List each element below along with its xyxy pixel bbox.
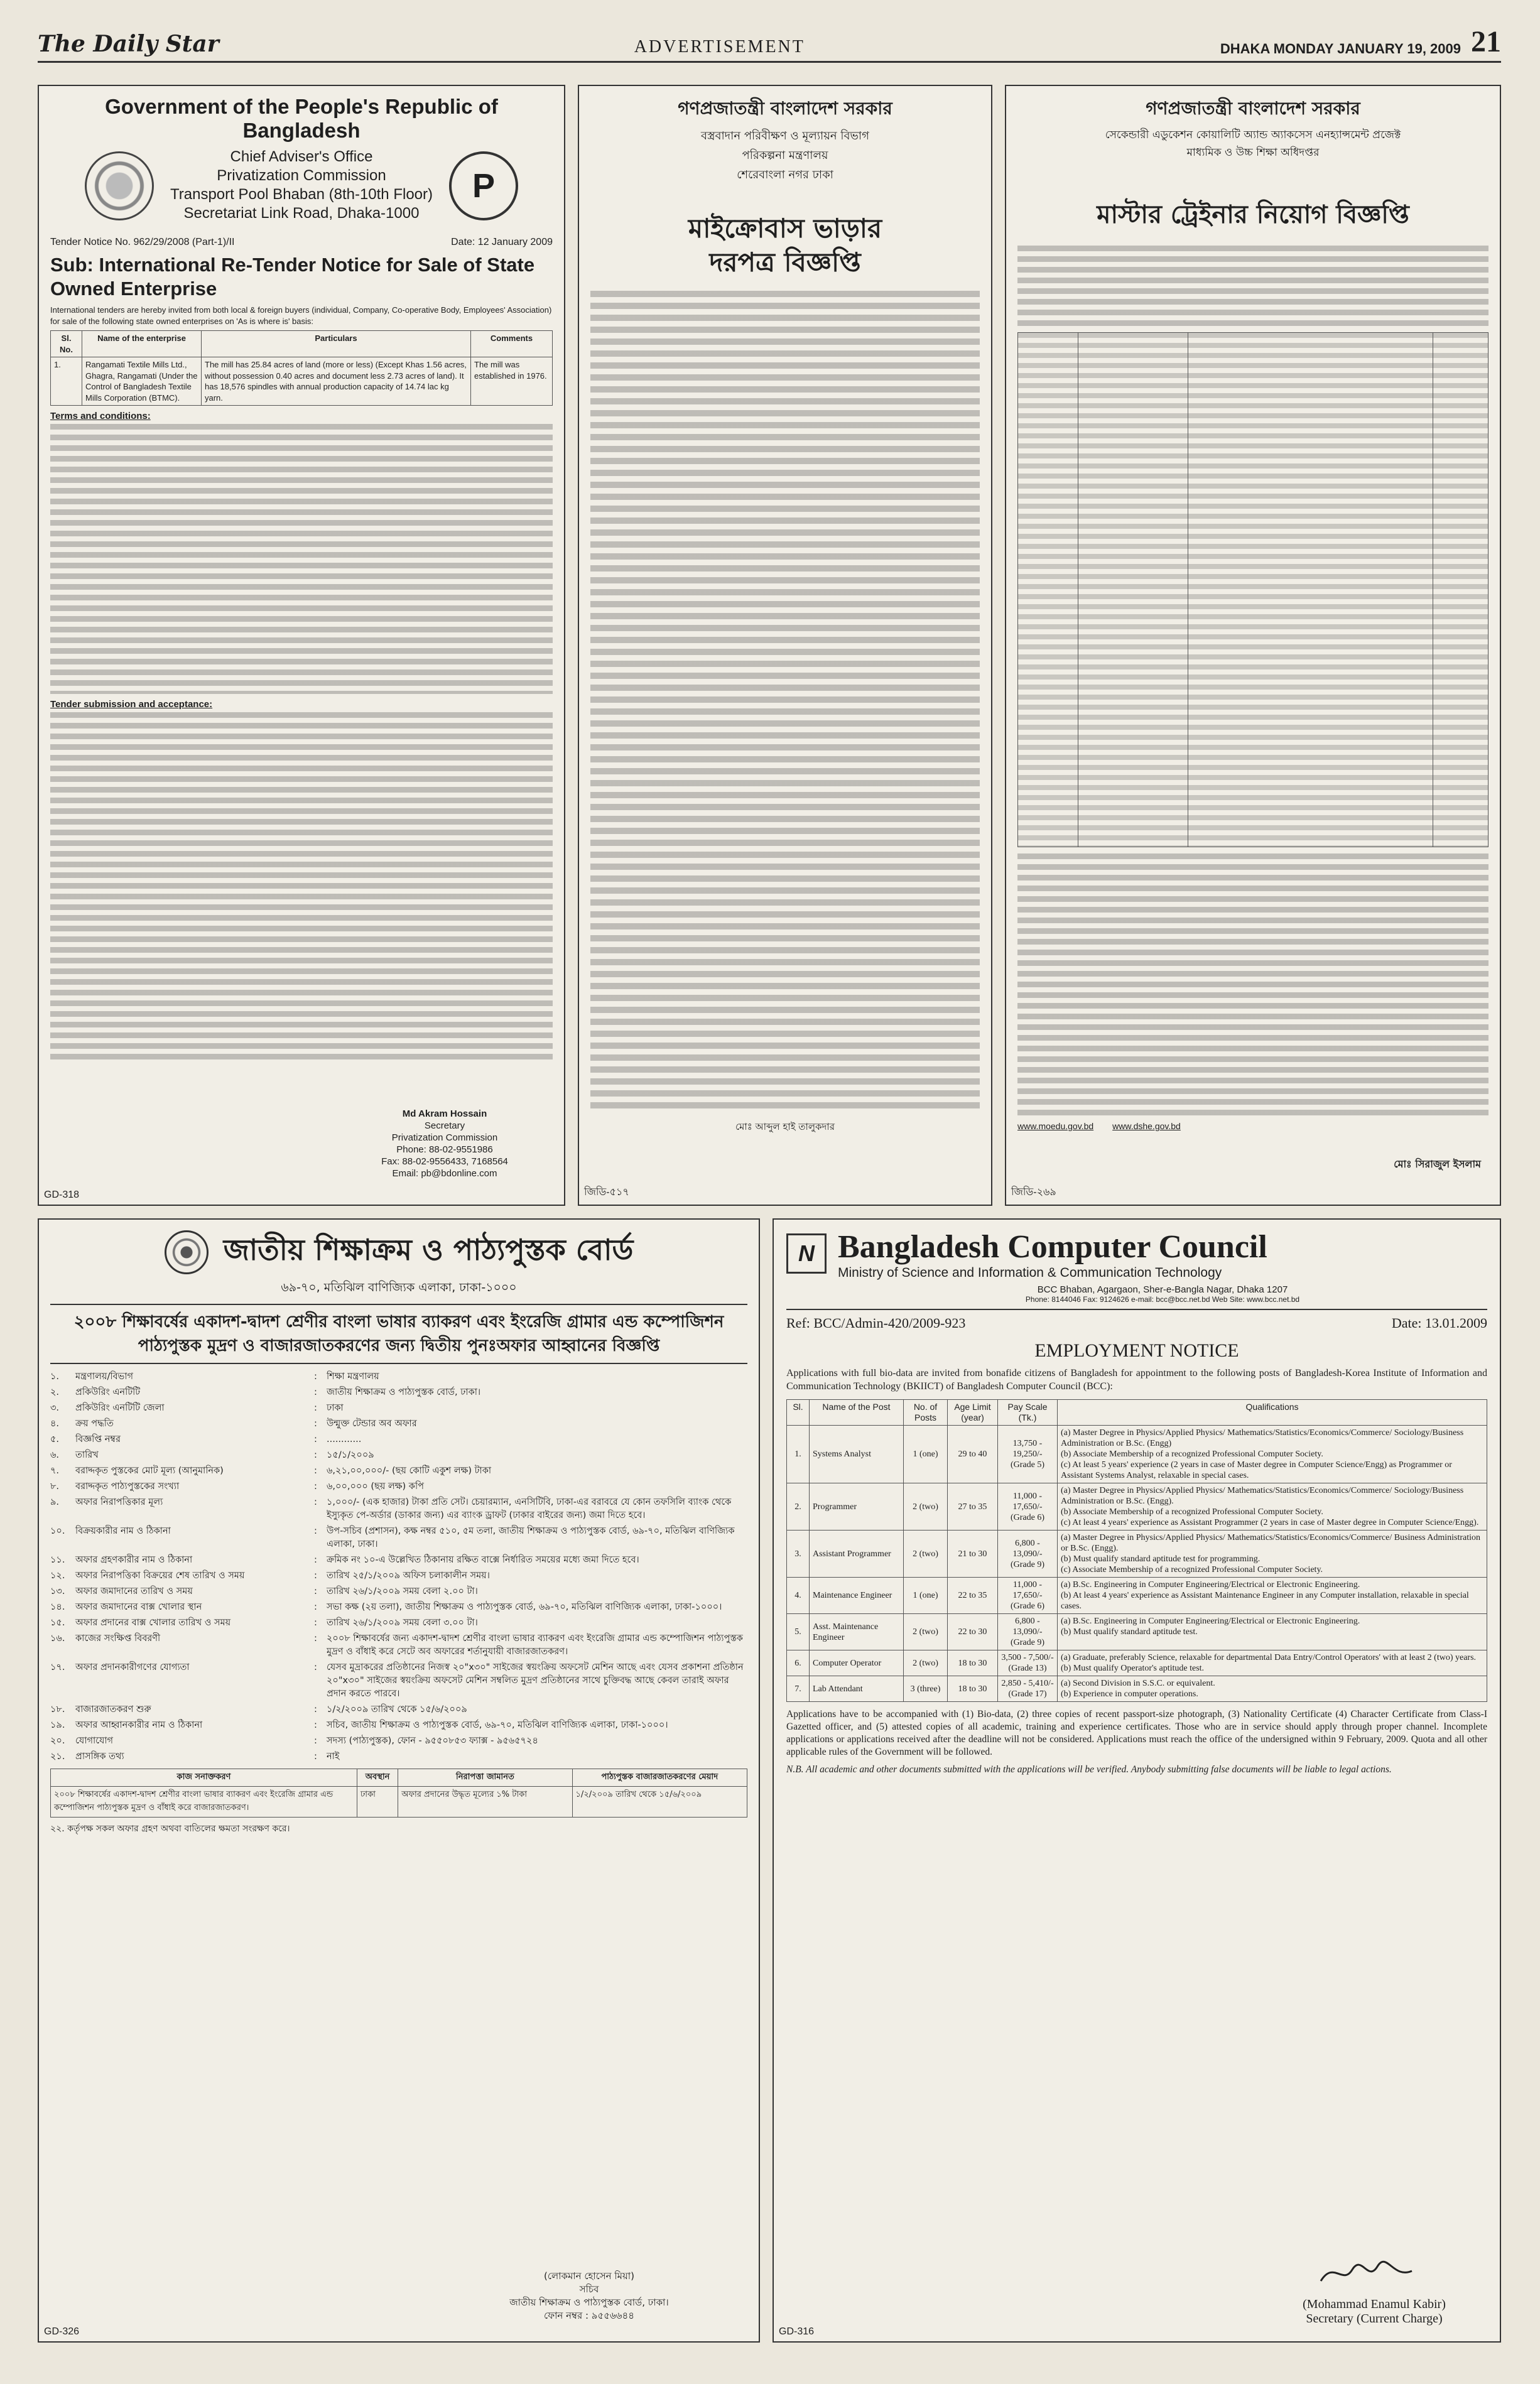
paper-logo: The Daily Star [38,31,219,57]
board-row-label: অফার আহ্বানকারীর নাম ও ঠিকানা [75,1720,203,1730]
qualification-line: (a) Master Degree in Physics/Applied Physics/ Mathematics/Statistics/Economics/Commerce/ Business Administration or B.Sc. (Engg). [1061,1533,1481,1553]
signatory-name: (লোকমান হোসেন মিয়া) [544,2270,634,2282]
board-row-value: জাতীয় শিক্ষাক্রম ও পাঠ্যপুস্তক বোর্ড, ঢাকা। [327,1387,481,1397]
table-cell: 13,750 - 19,250/- (Grade 5) [998,1426,1058,1483]
table-cell: ২০০৮ শিক্ষাবর্ষের একাদশ-দ্বাদশ শ্রেণীর বাংলা ভাষার ব্যাকরণ এবং ইংরেজি গ্রামার এন্ড কম্পোজিশন পাঠ্যপুস্তক মুদ্রণ ও বাঁধাই করে বাজারজাতকরণ। [51,1787,357,1818]
table-header: Name of the enterprise [82,331,202,357]
signature-scribble-icon [1318,2257,1418,2289]
table-cell: 2 (two) [904,1650,948,1676]
privatization-ad [38,85,565,1206]
board-row-number: ৬. [50,1450,60,1460]
table-row [787,1650,1487,1676]
table-cell: 6. [787,1650,810,1676]
board-row-label: অফার গ্রহণকারীর নাম ও ঠিকানা [75,1555,193,1565]
bcc-address: BCC Bhaban, Agargaon, Sher-e-Bangla Nagar, Dhaka 1207 [1037,1284,1288,1295]
table-header: পাঠ্যপুস্তক বাজারজাতকরণের মেয়াদ [572,1769,747,1787]
board-row-number: ৮. [50,1482,60,1492]
board-row-number: ১০. [50,1526,65,1536]
board-row-colon: : [314,1466,317,1476]
table-header: Qualifications [1058,1400,1487,1426]
board-row-label: প্রকিউরিং এনটিটি [75,1387,141,1397]
office-line: Secretariat Link Road, Dhaka-1000 [183,205,420,222]
gd-code: GD-318 [44,1189,80,1200]
board-row-number: ২১. [50,1752,65,1762]
tender-subject: Sub: International Re-Tender Notice for Sale of State Owned Enterprise [50,254,535,300]
board-row-colon: : [314,1526,317,1536]
qualification-line: (c) At least 5 years' experience (2 years in case of Master degree in Computer Science/Engg) as Programmer or Assistant Systems Analyst, relaxable in special cases. [1061,1460,1452,1480]
table-cell: 22 to 35 [948,1578,998,1614]
microbus-address: শেরেবাংলা নগর ঢাকা [737,168,833,182]
board-row-value: নাই [327,1752,340,1762]
masthead [38,25,1501,63]
signatory-fax: Fax: 88-02-9556433, 7168564 [381,1156,508,1167]
board-row-value: উপ-সচিব (প্রশাসন), কক্ষ নম্বর ৫১০, ৫ম তলা, জাতীয় শিক্ষাক্রম ও পাঠ্যপুস্তক বোর্ড, ৬৯-৭০, মতিঝিল বাণিজ্যিক এলাকা, ঢাকা। [327,1526,735,1549]
board-row [50,1369,747,1385]
qualification-line: (a) Master Degree in Physics/Applied Physics/ Mathematics/Statistics/Economics/Commerce/ Sociology/Business Administration or B.Sc. (Engg) [1061,1428,1464,1448]
board-row-label: অফার নিরাপত্তিকা বিক্রয়ের শেষ তারিখ ও সময় [75,1571,245,1581]
table-header-row [51,331,553,357]
newspaper-page [38,25,1501,2361]
table-cell: 18 to 30 [948,1676,998,1702]
board-row-value: ১,০০০/- (এক হাজার) টাকা প্রতি সেট। চেয়ারম্যান, এনসিটিবি, ঢাকা-এর বরাবরে যে কোন তফসিলি ব্যাংক থেকে ইস্যুকৃত পে-অর্ডার (ডাকার জন্য) এর ব্যাংক ড্রাফট (ঢাকার বাইরের জন্য) জমা দিতে হবে। [327,1497,732,1520]
signatory-name: (Mohammad Enamul Kabir) [1303,2297,1446,2311]
table-cell: Lab Attendant [810,1676,904,1702]
office-line: Chief Adviser's Office [230,148,373,165]
board-row-colon: : [314,1571,317,1581]
board-row-colon: : [314,1497,317,1507]
tender-date: Date: 12 January 2009 [451,237,553,247]
bcc-signature [1274,2297,1475,2326]
table-cell: 18 to 30 [948,1650,998,1676]
board-row-colon: : [314,1555,317,1565]
table-row [787,1426,1487,1483]
qualification-line: (a) B.Sc. Engineering in Computer Engineering/Electrical or Electronic Engineering. [1061,1617,1360,1626]
tender-submission-heading: Tender submission and acceptance: [50,699,213,710]
table-cell: Rangamati Textile Mills Ltd., Ghagra, Rangamati (Under the Control of Bangladesh Textile Mills Corporation (BTMC). [82,357,202,406]
trainer-notes-block [1017,853,1488,1117]
table-cell: Programmer [810,1483,904,1531]
table-cell: 1 (one) [904,1426,948,1483]
dateline: DHAKA MONDAY JANUARY 19, 2009 [1220,41,1461,57]
table-cell: Maintenance Engineer [810,1578,904,1614]
table-row [787,1676,1487,1702]
terms-heading: Terms and conditions: [50,411,151,422]
table-cell: 2 (two) [904,1614,948,1650]
bcc-contact: Phone: 8144046 Fax: 9124626 e-mail: bcc@bcc.net.bd Web Site: www.bcc.net.bd [1025,1295,1300,1304]
table-header: কাজ সনাক্তকরণ [51,1769,357,1787]
bcc-closing: Applications have to be accompanied with (1) Bio-data, (2) three copies of recent passport-size photograph, (3) Nationality Certificate (4) Character Certificate from Class-I Gazetted officer, and (5) attested copies of all academic, training and experience certificates. Those who are in service should apply through proper channel. Incomplete applications or applications received after the deadline will not be considered. Applications must reach the office of the undersigned within 9 February, 2009. Quota and all other applicable rules of the Government will be followed. [786,1709,1487,1757]
table-row [787,1578,1487,1614]
board-row-value: সভা কক্ষ (২য় তলা), জাতীয় শিক্ষাক্রম ও পাঠ্যপুস্তক বোর্ড, ৬৯-৭০, মতিঝিল বাণিজ্যিক এলাকা, ঢাকা-১০০০। [327,1602,722,1612]
tender-number: Tender Notice No. 962/29/2008 (Part-1)/II [50,237,235,247]
board-row-value: তারিখ ২৫/১/২০০৯ অফিস চলাকালীন সময়। [327,1571,490,1581]
bcc-ref: Ref: BCC/Admin-420/2009-923 [786,1315,966,1331]
table-cell: Assistant Programmer [810,1531,904,1578]
qualifications-cell [1058,1426,1487,1483]
qualifications-cell [1058,1483,1487,1531]
table-cell: 3. [787,1531,810,1578]
signatory-title: Secretary [424,1120,465,1131]
board-row-number: ১১. [50,1555,65,1565]
table-row [51,357,553,406]
gd-code: GD-316 [779,2326,815,2337]
board-row-colon: : [314,1602,317,1612]
gd-code: GD-326 [44,2326,80,2337]
board-row [50,1702,747,1718]
bcc-ad [773,1218,1501,2343]
table-header: Age Limit (year) [948,1400,998,1426]
board-row-number: ৯. [50,1497,60,1507]
board-row-value: ১৫/১/২০০৯ [327,1450,374,1460]
board-row-number: ১৯. [50,1720,65,1730]
board-row-label: প্রাসঙ্গিক তথ্য [75,1752,124,1762]
table-header-row [787,1400,1487,1426]
gd-code: জিডি-২৬৯ [1011,1187,1056,1198]
board-row-number: ১৬. [50,1634,65,1644]
master-trainer-ad [1005,85,1501,1206]
microbus-text-block [590,291,980,1113]
board-row-value: সদস্য (পাঠ্যপুস্তক), ফোন - ৯৫৫০৮৫৩ ফ্যাক্স - ৯৫৬৫৭২৪ [327,1736,538,1746]
table-cell: 7. [787,1676,810,1702]
qualifications-cell [1058,1650,1487,1676]
microbus-title: মাইক্রোবাস ভাড়ার [688,213,882,244]
table-header: Comments [471,331,553,357]
board-row [50,1568,747,1584]
trainer-government: গণপ্রজাতন্ত্রী বাংলাদেশ সরকার [1146,98,1360,119]
table-cell: 11,000 - 17,650/- (Grade 6) [998,1578,1058,1614]
microbus-ministry: বস্ত্রবাদান পরিবীক্ষণ ও মূল্যায়ন বিভাগ [701,129,869,143]
table-cell: 27 to 35 [948,1483,998,1531]
table-cell: 5. [787,1614,810,1650]
table-header: No. of Posts [904,1400,948,1426]
table-cell: 3,500 - 7,500/- (Grade 13) [998,1650,1058,1676]
board-row-colon: : [314,1720,317,1730]
signatory-org: জাতীয় শিক্ষাক্রম ও পাঠ্যপুস্তক বোর্ড, ঢাকা। [509,2297,669,2308]
table-cell: ঢাকা [357,1787,398,1818]
qualification-line: (b) Must qualify Operator's aptitude test. [1061,1664,1205,1673]
table-cell: The mill has 25.84 acres of land (more or less) (Except Khas 1.56 acres, without possession 0.40 acres and document less 2.73 acres of land). It has 18,576 spindles with annual production capacity of 14.74 lac kg yarn. [202,357,471,406]
qualification-line: (c) At least 4 years' experience as Assistant Programmer (2 years in case of Master degree in Computer Science/Engg). [1061,1518,1479,1527]
table-row [787,1483,1487,1531]
govt-seal-icon [85,151,154,220]
board-footer-note: ২২. কর্তৃপক্ষ সকল অফার গ্রহণ অথবা বাতিলের ক্ষমতা সংরক্ষণ করে। [50,1824,290,1834]
board-row-number: ১৭. [50,1662,65,1672]
website-link[interactable]: www.moedu.gov.bd [1017,1121,1094,1131]
board-row-value: তারিখ ২৬/১/২০০৯ সময় বেলা ২.০০ টা। [327,1586,478,1596]
table-header-row [51,1769,747,1787]
bcc-date: Date: 13.01.2009 [1391,1315,1487,1331]
table-cell: 2 (two) [904,1531,948,1578]
office-line: Transport Pool Bhaban (8th-10th Floor) [170,186,433,203]
table-header: অবস্থান [357,1769,398,1787]
table-cell: 2 (two) [904,1483,948,1531]
board-row-value: শিক্ষা মন্ত্রণালয় [327,1372,379,1382]
board-row-label: অফার প্রদানের বাক্স খোলার তারিখ ও সময় [75,1618,231,1628]
board-row-number: ১৩. [50,1586,65,1596]
board-row-colon: : [314,1482,317,1492]
board-row [50,1733,747,1749]
terms-text-block [50,424,553,694]
section-title: ADVERTISEMENT [634,37,805,57]
board-row [50,1749,747,1765]
board-row-value: ৬,২১,০০,০০০/- (ছয় কোটি একুশ লক্ষ) টাকা [327,1466,492,1476]
table-header: Sl. No. [51,331,82,357]
microbus-subtitle: দরপত্র বিজ্ঞপ্তি [709,247,861,278]
board-row [50,1495,747,1524]
qualifications-cell [1058,1676,1487,1702]
table-row [787,1614,1487,1650]
qualification-line: (b) Must qualify standard aptitude test. [1061,1627,1198,1637]
qualification-line: (c) Associate Membership of a recognized Professional Computer Society. [1061,1565,1323,1574]
table-cell: ১/২/২০০৯ তারিখ থেকে ১৫/৬/২০০৯ [572,1787,747,1818]
board-row-value: উন্মুক্ত টেন্ডার অব অফার [327,1419,417,1429]
dateline-block [1220,27,1501,57]
table-cell: The mill was established in 1976. [471,357,553,406]
table-cell: 4. [787,1578,810,1614]
board-row-colon: : [314,1403,317,1413]
board-row-value: ১/২/২০০৯ তারিখ থেকে ১৫/৬/২০০৯ [327,1704,467,1715]
board-row-colon: : [314,1387,317,1397]
qualification-line: (b) At least 4 years' experience as Assistant Maintenance Engineer in any Computer installation, relaxable in special cases. [1061,1591,1469,1611]
signatory-phone: ফোন নম্বর : ৯৫৫৬৬৪৪ [544,2310,634,2321]
board-row-label: অফার প্রদানকারীগণের যোগ্যতা [75,1662,190,1672]
board-rows [50,1369,747,1765]
board-row-label: মন্ত্রণালয়/বিভাগ [75,1372,134,1382]
signatory-title: Secretary (Current Charge) [1306,2312,1443,2326]
signatory-org: Privatization Commission [391,1132,498,1143]
board-row-colon: : [314,1450,317,1460]
qualification-line: (a) Master Degree in Physics/Applied Physics/ Mathematics/Statistics/Economics/Commerce/ Sociology/Business Administration or B.Sc. (Engg). [1061,1486,1464,1506]
board-row [50,1660,747,1702]
board-row-colon: : [314,1662,317,1672]
table-cell: Computer Operator [810,1650,904,1676]
board-row-number: ৫. [50,1434,60,1444]
enterprise-table [50,330,553,406]
board-row [50,1600,747,1615]
qualification-line: (a) B.Sc. Engineering in Computer Engineering/Electrical or Electronic Engineering. [1061,1580,1360,1590]
table-cell: 3 (three) [904,1676,948,1702]
table-header: Pay Scale (Tk.) [998,1400,1058,1426]
board-title: ২০০৮ শিক্ষাবর্ষের একাদশ-দ্বাদশ শ্রেণীর বাংলা ভাষার ব্যাকরণ এবং ইংরেজি গ্রামার এন্ড কম্পোজিশন পাঠ্যপুস্তক মুদ্রণ ও বাজারজাতকরণের জন্য দ্বিতীয় পুনঃঅফার আহ্বানের বিজ্ঞপ্তি [73,1313,724,1355]
board-row [50,1718,747,1733]
signatory-phone: Phone: 88-02-9551986 [396,1144,493,1155]
qualifications-cell [1058,1531,1487,1578]
trainer-project: সেকেন্ডারী এডুকেশন কোয়ালিটি অ্যান্ড অ্যাকসেস এনহ্যান্সমেন্ট প্রজেক্ট [1105,129,1401,141]
table-header: Sl. [787,1400,810,1426]
board-row-colon: : [314,1634,317,1644]
trainer-table [1017,332,1488,847]
board-row [50,1448,747,1463]
board-row-colon: : [314,1704,317,1715]
tender-text-block [50,712,553,1064]
board-row [50,1552,747,1568]
privatization-logo-icon: P [449,151,518,220]
board-row-number: ২. [50,1387,60,1397]
board-row [50,1631,747,1660]
board-row-number: ৭. [50,1466,60,1476]
board-row-label: যোগাযোগ [75,1736,114,1746]
bcc-logo-icon: N [786,1233,827,1274]
table-cell: 22 to 30 [948,1614,998,1650]
board-row-number: ১৪. [50,1602,65,1612]
textbook-board-ad [38,1218,760,2343]
table-cell: 21 to 30 [948,1531,998,1578]
privatization-signature [350,1108,539,1179]
table-row [51,1787,747,1818]
board-logo-icon [165,1230,209,1274]
board-row-colon: : [314,1618,317,1628]
bcc-intro: Applications with full bio-data are invited from bonafide citizens of Bangladesh for appointment to the following posts of Bangladesh-Korea Institute of Information and Communication Technology (BKIICT) of Bangladesh Computer Council (BCC): [786,1368,1487,1392]
table-cell: 2. [787,1483,810,1531]
qualification-line: (b) Must qualify standard aptitude test for programming. [1061,1554,1261,1564]
trainer-websites [1017,1121,1488,1131]
board-row-value: ২০০৮ শিক্ষাবর্ষের জন্য একাদশ-দ্বাদশ শ্রেণীর বাংলা ভাষার ব্যাকরণ এবং ইংরেজি গ্রামার এন্ড কম্পোজিশন পাঠ্যপুস্তক মুদ্রণ ও বাঁধাই করে সেটে অব অফারের শর্তানুযায়ী বাজারজাতকরণ। [327,1634,743,1657]
signatory-email: Email: pb@bdonline.com [392,1168,497,1179]
board-row-label: বরাদ্দকৃত পাঠ্যপুস্তকের সংখ্যা [75,1482,180,1492]
board-row-value: ............ [327,1434,362,1444]
board-row-value: ঢাকা [327,1403,344,1413]
trainer-title: মাস্টার ট্রেইনার নিয়োগ বিজ্ঞপ্তি [1097,200,1409,229]
qualifications-cell [1058,1614,1487,1650]
microbus-government: গণপ্রজাতন্ত্রী বাংলাদেশ সরকার [678,98,892,119]
board-row [50,1432,747,1448]
board-row-number: ৪. [50,1419,60,1429]
bcc-ref-row [786,1315,1487,1331]
qualification-line: (b) Experience in computer operations. [1061,1689,1198,1699]
website-link[interactable]: www.dshe.gov.bd [1112,1121,1181,1131]
table-header: Particulars [202,331,471,357]
board-row-colon: : [314,1434,317,1444]
board-row-colon: : [314,1419,317,1429]
board-row [50,1524,747,1552]
microbus-ministry2: পরিকল্পনা মন্ত্রণালয় [742,149,828,162]
board-signature [457,2270,721,2322]
board-row-number: ১২. [50,1571,65,1581]
microbus-signatory: মোঃ আব্দুল হাই তালুকদার [735,1121,835,1132]
qualification-line: (a) Graduate, preferably Science, relaxable for departmental Data Entry/Control Operators' with at least 2 (two) years. [1061,1653,1477,1662]
board-row-label: কাজের সংক্ষিপ্ত বিবরণী [75,1634,161,1644]
qualification-line: (a) Second Division in S.S.C. or equivalent. [1061,1679,1215,1688]
board-row-colon: : [314,1752,317,1762]
board-row-number: ৩. [50,1403,60,1413]
table-cell: Asst. Maintenance Engineer [810,1614,904,1650]
board-row-label: অফার নিরাপত্তিকার মূল্য [75,1497,163,1507]
board-row-value: তারিখ ২৬/১/২০০৯ সময় বেলা ৩.০০ টা। [327,1618,478,1628]
table-header: Name of the Post [810,1400,904,1426]
board-row-label: বিজ্ঞপ্তি নম্বর [75,1434,121,1444]
board-row-value: যেসব মুদ্রাকরের প্রতিষ্ঠানের নিজস্ব ২০"x৩০" সাইজের স্বয়ংক্রিয় অফসেট মেশিন আছে এবং যেসব প্রকাশনা প্রতিষ্ঠান ২০"x৩০" সাইজের স্বয়ংক্রিয় অফসেট মেশিন সম্বলিত মুদ্রণ প্রতিষ্ঠানের সাথে চুক্তিবদ্ধ আছে কেবল তারাই অফার প্রদান করতে পারবে। [327,1662,744,1699]
table-cell: 2,850 - 5,410/- (Grade 17) [998,1676,1058,1702]
signatory-name: Md Akram Hossain [402,1108,487,1119]
board-row-label: বরাদ্দকৃত পুস্তকের মোট মূল্য (আনুমানিক) [75,1466,224,1476]
qualification-line: (b) Associate Membership of a recognized Professional Computer Society. [1061,1507,1323,1517]
table-cell: 1. [787,1426,810,1483]
table-cell: 11,000 - 17,650/- (Grade 6) [998,1483,1058,1531]
board-row [50,1479,747,1495]
bcc-org-name: Bangladesh Computer Council [838,1229,1267,1265]
board-row-label: তারিখ [75,1450,99,1460]
office-line: Privatization Commission [217,167,386,184]
trainer-signatory: মোঃ সিরাজুল ইসলাম [1394,1158,1481,1170]
board-row-number: ১. [50,1372,60,1382]
board-row-number: ১৫. [50,1618,65,1628]
qualification-line: (b) Associate Membership of a recognized Professional Computer Society. [1061,1449,1323,1459]
table-cell: অফার প্রদানের উদ্ধৃত মূল্যের ১% টাকা [398,1787,572,1818]
board-row-colon: : [314,1586,317,1596]
trainer-intro-block [1017,246,1488,327]
table-cell: 1. [51,357,82,406]
board-row-number: ২০. [50,1736,65,1746]
tender-intro: International tenders are hereby invited from both local & foreign buyers (individual, Company, Co-operative Body, Employees' Association) for sale of the following state owned enterprises on 'As is where is' basis: [50,305,552,326]
board-name: জাতীয় শিক্ষাক্রম ও পাঠ্যপুস্তক বোর্ড [223,1233,634,1267]
board-sub-table [50,1769,747,1818]
bcc-ministry: Ministry of Science and Information & Communication Technology [838,1265,1222,1280]
table-header: নিরাপত্তা জামানত [398,1769,572,1787]
board-row [50,1463,747,1479]
bcc-nb: N.B. All academic and other documents submitted with the applications will be verified. Anybody submitting false documents will be liable to legal actions. [786,1764,1392,1775]
board-row [50,1615,747,1631]
table-cell: Systems Analyst [810,1426,904,1483]
board-row [50,1401,747,1416]
board-row [50,1584,747,1600]
tender-ref-row [50,237,553,248]
board-row-label: বাজারজাতকরণ শুরু [75,1704,151,1715]
board-row-value: ক্রমিক নং ১০-এ উল্লেখিত ঠিকানায় রক্ষিত বাক্সে নির্ধারিত সময়ের মধ্যে জমা দিতে হবে। [327,1555,639,1565]
trainer-dept: মাধ্যমিক ও উচ্চ শিক্ষা অধিদপ্তর [1186,146,1320,159]
page-number: 21 [1470,25,1501,58]
table-cell: 29 to 40 [948,1426,998,1483]
board-row [50,1385,747,1401]
gd-code: জিডি-৫১৭ [584,1187,629,1198]
privatization-government: Government of the People's Republic of Bangladesh [105,95,498,142]
board-row-number: ১৮. [50,1704,65,1715]
table-cell: 6,800 - 13,090/- (Grade 9) [998,1614,1058,1650]
board-row-label: প্রকিউরিং এনটিটি জেলা [75,1403,165,1413]
board-row-value: ৬,০০,০০০ (ছয় লক্ষ) কপি [327,1482,424,1492]
bcc-posts-table [786,1399,1487,1702]
board-row-colon: : [314,1736,317,1746]
signatory-title: সচিব [579,2284,599,2295]
board-row-label: অফার জমাদানের বাক্স খোলার স্থান [75,1602,202,1612]
table-row [787,1531,1487,1578]
board-row-label: অফার জমাদানের তারিখ ও সময় [75,1586,193,1596]
table-cell: 1 (one) [904,1578,948,1614]
board-row-label: বিক্রয়কারীর নাম ও ঠিকানা [75,1526,171,1536]
board-row-colon: : [314,1372,317,1382]
board-row-value: সচিব, জাতীয় শিক্ষাক্রম ও পাঠ্যপুস্তক বোর্ড, ৬৯-৭০, মতিঝিল বাণিজ্যিক এলাকা, ঢাকা-১০০০। [327,1720,668,1730]
board-row [50,1416,747,1432]
bcc-title: EMPLOYMENT NOTICE [1034,1340,1239,1361]
qualifications-cell [1058,1578,1487,1614]
table-cell: 6,800 - 13,090/- (Grade 9) [998,1531,1058,1578]
microbus-ad [578,85,992,1206]
board-address: ৬৯-৭০, মতিঝিল বাণিজ্যিক এলাকা, ঢাকা-১০০০ [281,1281,517,1294]
board-row-label: ক্রয় পদ্ধতি [75,1419,114,1429]
